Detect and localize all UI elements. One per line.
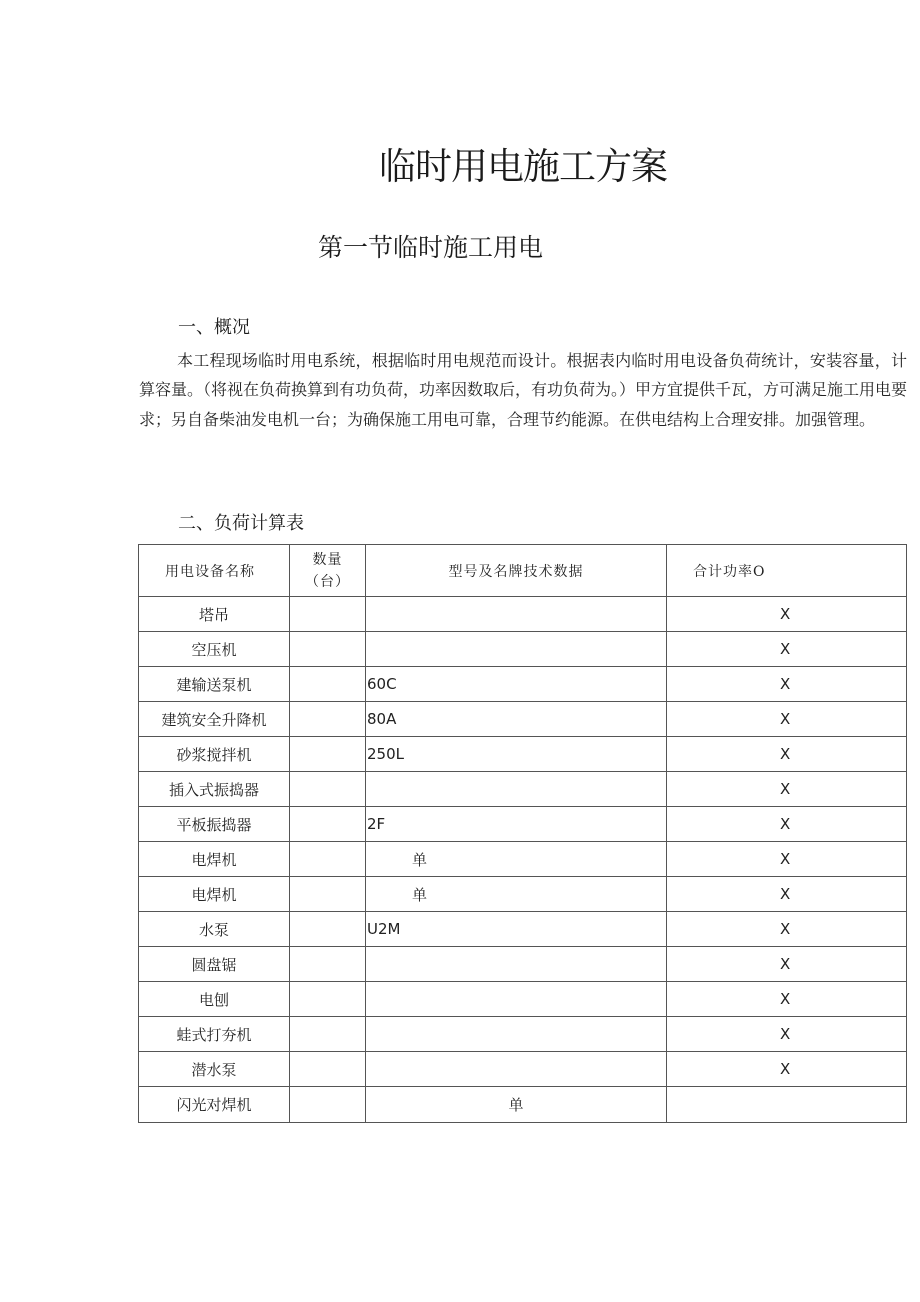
cell-equipment-name: 圆盘锯 bbox=[139, 947, 290, 982]
cell-equipment-name: 电焊机 bbox=[139, 842, 290, 877]
cell-model: 60C bbox=[366, 667, 667, 702]
cell-equipment-name: 闪光对焊机 bbox=[139, 1087, 290, 1123]
cell-quantity bbox=[290, 772, 366, 807]
cell-power: X bbox=[667, 877, 907, 912]
cell-quantity bbox=[290, 842, 366, 877]
table-row bbox=[139, 632, 907, 667]
cell-power: X bbox=[667, 912, 907, 947]
cell-model: U2M bbox=[366, 912, 667, 947]
cell-model: 单 bbox=[366, 1087, 667, 1123]
cell-quantity bbox=[290, 737, 366, 772]
table-row bbox=[139, 772, 907, 807]
cell-model bbox=[366, 1017, 667, 1052]
table-row bbox=[139, 1052, 907, 1087]
cell-model bbox=[366, 1052, 667, 1087]
cell-power: X bbox=[667, 1017, 907, 1052]
overview-heading: 一、概况 bbox=[178, 317, 250, 338]
cell-equipment-name: 电刨 bbox=[139, 982, 290, 1017]
load-calculation-table bbox=[138, 544, 907, 1123]
table-row bbox=[139, 982, 907, 1017]
header-model-data: 型号及名牌技术数据 bbox=[366, 545, 667, 597]
header-equipment-name: 用电设备名称 bbox=[139, 545, 290, 597]
cell-quantity bbox=[290, 667, 366, 702]
table-row bbox=[139, 737, 907, 772]
cell-power: X bbox=[667, 842, 907, 877]
cell-quantity bbox=[290, 1052, 366, 1087]
cell-quantity bbox=[290, 947, 366, 982]
cell-quantity bbox=[290, 632, 366, 667]
cell-quantity bbox=[290, 597, 366, 632]
cell-model: 80A bbox=[366, 702, 667, 737]
cell-model bbox=[366, 772, 667, 807]
section-title: 第一节临时施工用电 bbox=[318, 233, 544, 262]
table-row bbox=[139, 597, 907, 632]
load-table-heading: 二、负荷计算表 bbox=[178, 513, 304, 534]
cell-power: X bbox=[667, 632, 907, 667]
cell-equipment-name: 蛙式打夯机 bbox=[139, 1017, 290, 1052]
cell-quantity bbox=[290, 807, 366, 842]
table-header-row bbox=[139, 545, 907, 597]
cell-equipment-name: 砂浆搅拌机 bbox=[139, 737, 290, 772]
cell-power: X bbox=[667, 597, 907, 632]
cell-power: X bbox=[667, 947, 907, 982]
cell-quantity bbox=[290, 912, 366, 947]
cell-model bbox=[366, 982, 667, 1017]
cell-power: X bbox=[667, 667, 907, 702]
cell-equipment-name: 建输送泵机 bbox=[139, 667, 290, 702]
header-quantity-line1: 数量 bbox=[312, 551, 343, 568]
table-row bbox=[139, 842, 907, 877]
cell-equipment-name: 潜水泵 bbox=[139, 1052, 290, 1087]
cell-power bbox=[667, 1087, 907, 1123]
cell-equipment-name: 建筑安全升降机 bbox=[139, 702, 290, 737]
cell-equipment-name: 插入式振捣器 bbox=[139, 772, 290, 807]
cell-model bbox=[366, 632, 667, 667]
cell-power: X bbox=[667, 982, 907, 1017]
table-row bbox=[139, 947, 907, 982]
cell-equipment-name: 电焊机 bbox=[139, 877, 290, 912]
cell-model: 单 bbox=[366, 877, 667, 912]
cell-quantity bbox=[290, 1087, 366, 1123]
cell-model bbox=[366, 947, 667, 982]
cell-equipment-name: 塔吊 bbox=[139, 597, 290, 632]
overview-paragraph: 本工程现场临时用电系统，根据临时用电规范而设计。根据表内临时用电设备负荷统计，安装容量，计算容量。（将视在负荷换算到有功负荷，功率因数取后，有功负荷为。）甲方宜提供千瓦，方可满足施工用电要求；另自备柴油发电机一台；为确保施工用电可靠，合理节约能源。在供电结构上合理安排。加强管理。 bbox=[139, 351, 908, 429]
cell-equipment-name: 平板振捣器 bbox=[139, 807, 290, 842]
cell-quantity bbox=[290, 982, 366, 1017]
cell-power: X bbox=[667, 1052, 907, 1087]
header-total-power: 合计功率O bbox=[667, 545, 907, 597]
table-row bbox=[139, 1017, 907, 1052]
cell-quantity bbox=[290, 702, 366, 737]
cell-quantity bbox=[290, 877, 366, 912]
cell-model: 单 bbox=[366, 842, 667, 877]
cell-power: X bbox=[667, 737, 907, 772]
cell-equipment-name: 空压机 bbox=[139, 632, 290, 667]
cell-model bbox=[366, 597, 667, 632]
cell-power: X bbox=[667, 702, 907, 737]
header-quantity-line2: （台） bbox=[305, 573, 350, 590]
table-row bbox=[139, 702, 907, 737]
cell-model: 2F bbox=[366, 807, 667, 842]
table-row bbox=[139, 877, 907, 912]
document-title: 临时用电施工方案 bbox=[379, 145, 667, 188]
table-row bbox=[139, 667, 907, 702]
cell-power: X bbox=[667, 807, 907, 842]
table-row bbox=[139, 1087, 907, 1123]
header-quantity bbox=[290, 545, 366, 597]
cell-power: X bbox=[667, 772, 907, 807]
cell-model: 250L bbox=[366, 737, 667, 772]
cell-equipment-name: 水泵 bbox=[139, 912, 290, 947]
table-row bbox=[139, 807, 907, 842]
table-row bbox=[139, 912, 907, 947]
cell-quantity bbox=[290, 1017, 366, 1052]
